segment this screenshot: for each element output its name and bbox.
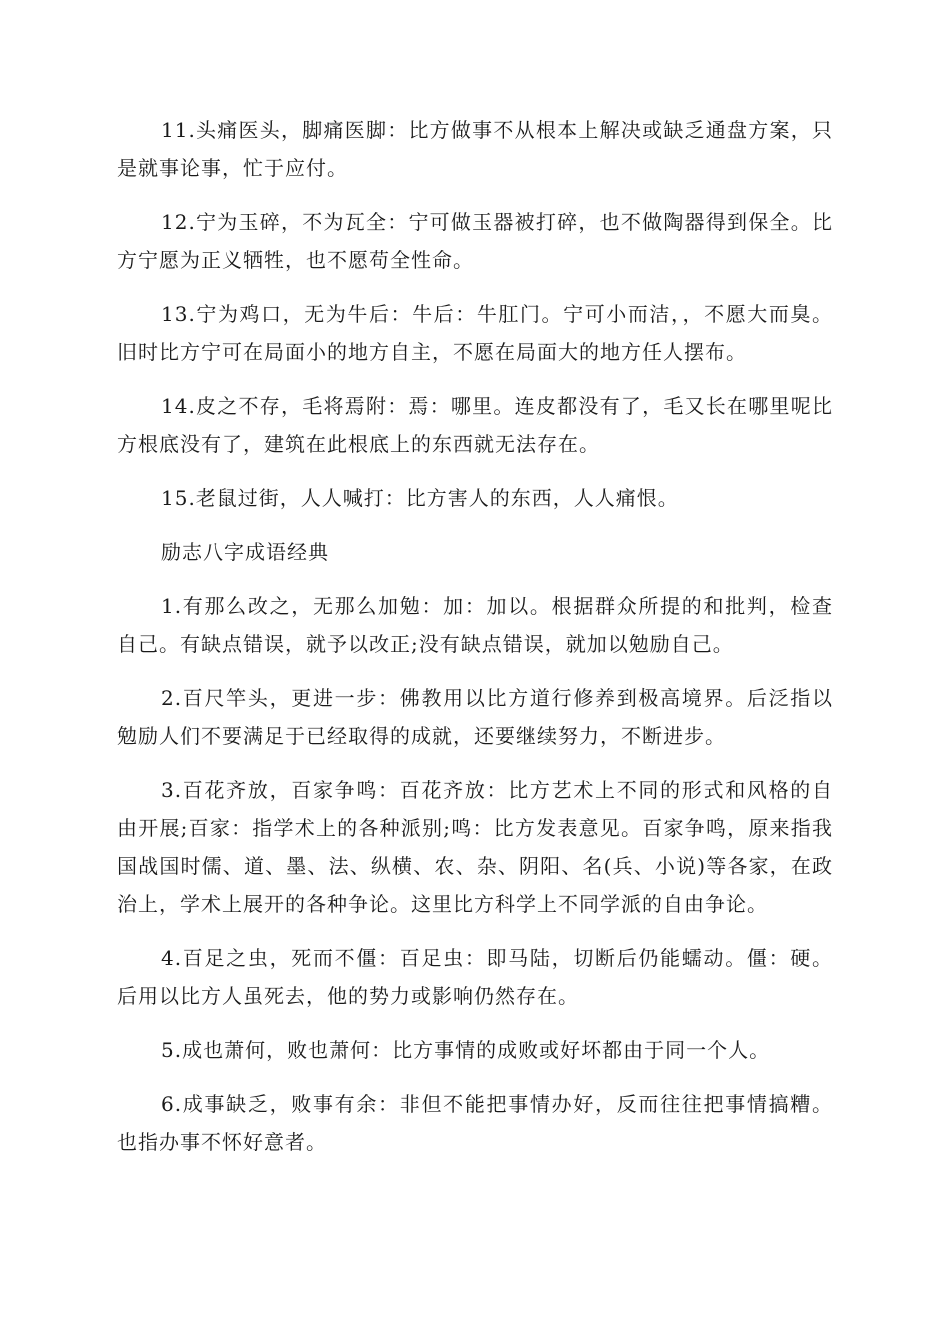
paragraph-motivational-4: 4.百足之虫，死而不僵：百足虫：即马陆，切断后仍能蠕动。僵：硬。后用以比方人虽死去，他的势力或影响仍然存在。 — [117, 946, 833, 1008]
paragraph-idiom-12: 12.宁为玉碎，不为瓦全：宁可做玉器被打碎，也不做陶器得到保全。比方宁愿为正义牺牲，也不愿苟全性命。 — [117, 210, 833, 272]
document-body — [117, 111, 833, 1177]
paragraph-motivational-5: 5.成也萧何，败也萧何：比方事情的成败或好坏都由于同一个人。 — [161, 1038, 771, 1062]
paragraph-idiom-14: 14.皮之不存，毛将焉附：焉：哪里。连皮都没有了，毛又长在哪里呢比方根底没有了，建筑在此根底上的东西就无法存在。 — [117, 394, 833, 456]
paragraph-idiom-13: 13.宁为鸡口，无为牛后：牛后：牛肛门。宁可小而洁，，不愿大而臭。旧时比方宁可在局面小的地方自主，不愿在局面大的地方任人摆布。 — [117, 302, 833, 364]
paragraph-motivational-3: 3.百花齐放，百家争鸣：百花齐放：比方艺术上不同的形式和风格的自由开展;百家：指学术上的各种派别;鸣：比方发表意见。百家争鸣，原来指我国战国时儒、道、墨、法、纵横、农、杂、阴阳、名(兵、小说)等各家，在政治上，学术上展开的各种争论。这里比方科学上不同学派的自由争论。 — [117, 778, 833, 916]
paragraph-idiom-11: 11.头痛医头，脚痛医脚：比方做事不从根本上解决或缺乏通盘方案，只是就事论事，忙于应付。 — [117, 118, 833, 180]
paragraph-motivational-2: 2.百尺竿头，更进一步：佛教用以比方道行修养到极高境界。后泛指以勉励人们不要满足于已经取得的成就，还要继续努力，不断进步。 — [117, 686, 833, 748]
section-heading: 励志八字成语经典 — [161, 540, 329, 564]
paragraph-idiom-15: 15.老鼠过街，人人喊打：比方害人的东西，人人痛恨。 — [161, 486, 679, 510]
paragraph-motivational-1: 1.有那么改之，无那么加勉：加：加以。根据群众所提的和批判，检查自己。有缺点错误，就予以改正;没有缺点错误，就加以勉励自己。 — [117, 594, 833, 656]
paragraph-motivational-6: 6.成事缺乏，败事有余：非但不能把事情办好，反而往往把事情搞糟。也指办事不怀好意者。 — [117, 1092, 833, 1154]
